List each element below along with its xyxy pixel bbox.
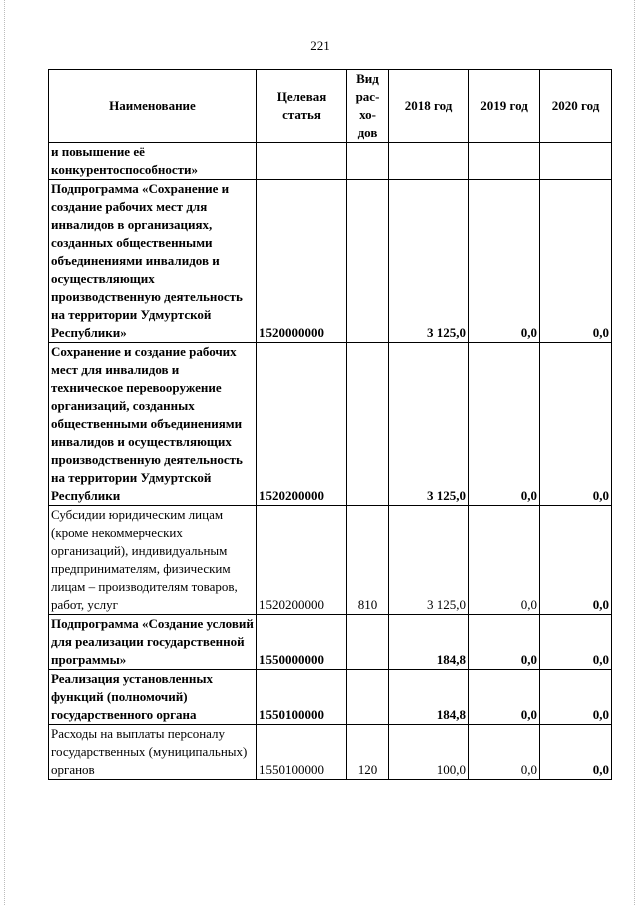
row-2019: 0,0 bbox=[469, 670, 540, 725]
table-row bbox=[49, 143, 612, 180]
row-2019: 0,0 bbox=[469, 343, 540, 506]
header-kind-line: Вид bbox=[356, 71, 379, 86]
row-code: 1550000000 bbox=[257, 615, 347, 670]
header-kind bbox=[347, 70, 389, 143]
row-2019: 0,0 bbox=[469, 506, 540, 615]
row-2020: 0,0 bbox=[540, 615, 612, 670]
header-code: Целевая статья bbox=[257, 70, 347, 143]
row-kind bbox=[347, 615, 389, 670]
header-kind-line: дов bbox=[357, 125, 378, 140]
row-2020 bbox=[540, 143, 612, 180]
row-2018: 100,0 bbox=[389, 725, 469, 780]
row-2019 bbox=[469, 143, 540, 180]
row-2018: 184,8 bbox=[389, 615, 469, 670]
header-2020: 2020 год bbox=[540, 70, 612, 143]
row-name: и повышение её конкурентоспособности» bbox=[49, 143, 257, 180]
row-kind bbox=[347, 180, 389, 343]
budget-table bbox=[48, 69, 612, 780]
row-2018: 3 125,0 bbox=[389, 506, 469, 615]
header-name: Наименование bbox=[49, 70, 257, 143]
row-2020: 0,0 bbox=[540, 506, 612, 615]
row-code: 1520200000 bbox=[257, 343, 347, 506]
row-2019: 0,0 bbox=[469, 615, 540, 670]
row-name: Субсидии юридическим лицам (кроме некоммерческих организаций), индивидуальным предпринимателям, физическим лицам – производителям товаров, работ, услуг bbox=[49, 506, 257, 615]
header-kind-line: рас- bbox=[355, 89, 380, 104]
row-2018 bbox=[389, 143, 469, 180]
row-code: 1550100000 bbox=[257, 725, 347, 780]
row-2020: 0,0 bbox=[540, 180, 612, 343]
row-kind bbox=[347, 343, 389, 506]
table-row bbox=[49, 506, 612, 615]
row-code bbox=[257, 143, 347, 180]
row-2018: 3 125,0 bbox=[389, 343, 469, 506]
row-2020: 0,0 bbox=[540, 343, 612, 506]
row-name: Подпрограмма «Сохранение и создание рабочих мест для инвалидов в организациях, созданных общественными объединениями инвалидов и осуществляющих производственную деятельность на территории Удмуртской Республики» bbox=[49, 180, 257, 343]
table-row bbox=[49, 343, 612, 506]
row-2018: 184,8 bbox=[389, 670, 469, 725]
row-2018: 3 125,0 bbox=[389, 180, 469, 343]
row-2019: 0,0 bbox=[469, 180, 540, 343]
table-header-row bbox=[49, 70, 612, 143]
row-name: Расходы на выплаты персоналу государственных (муниципальных) органов bbox=[49, 725, 257, 780]
left-margin-dots bbox=[4, 0, 6, 905]
row-code: 1520000000 bbox=[257, 180, 347, 343]
header-kind-line: хо- bbox=[359, 107, 376, 122]
row-name: Подпрограмма «Создание условий для реализации государственной программы» bbox=[49, 615, 257, 670]
row-2020: 0,0 bbox=[540, 670, 612, 725]
table-row bbox=[49, 670, 612, 725]
table-row bbox=[49, 180, 612, 343]
row-2020: 0,0 bbox=[540, 725, 612, 780]
row-kind: 810 bbox=[347, 506, 389, 615]
table-row bbox=[49, 615, 612, 670]
row-name: Сохранение и создание рабочих мест для инвалидов и техническое перевооружение организаций, созданных общественными объединениями инвалидов и осуществляющих производственную деятельность на территории Удмуртской Республики bbox=[49, 343, 257, 506]
row-code: 1520200000 bbox=[257, 506, 347, 615]
right-margin-dots bbox=[634, 0, 636, 905]
page-number: 221 bbox=[310, 38, 330, 53]
row-name: Реализация установленных функций (полномочий) государственного органа bbox=[49, 670, 257, 725]
row-code: 1550100000 bbox=[257, 670, 347, 725]
row-kind bbox=[347, 670, 389, 725]
table-row bbox=[49, 725, 612, 780]
header-2019: 2019 год bbox=[469, 70, 540, 143]
row-kind: 120 bbox=[347, 725, 389, 780]
row-kind bbox=[347, 143, 389, 180]
row-2019: 0,0 bbox=[469, 725, 540, 780]
header-2018: 2018 год bbox=[389, 70, 469, 143]
